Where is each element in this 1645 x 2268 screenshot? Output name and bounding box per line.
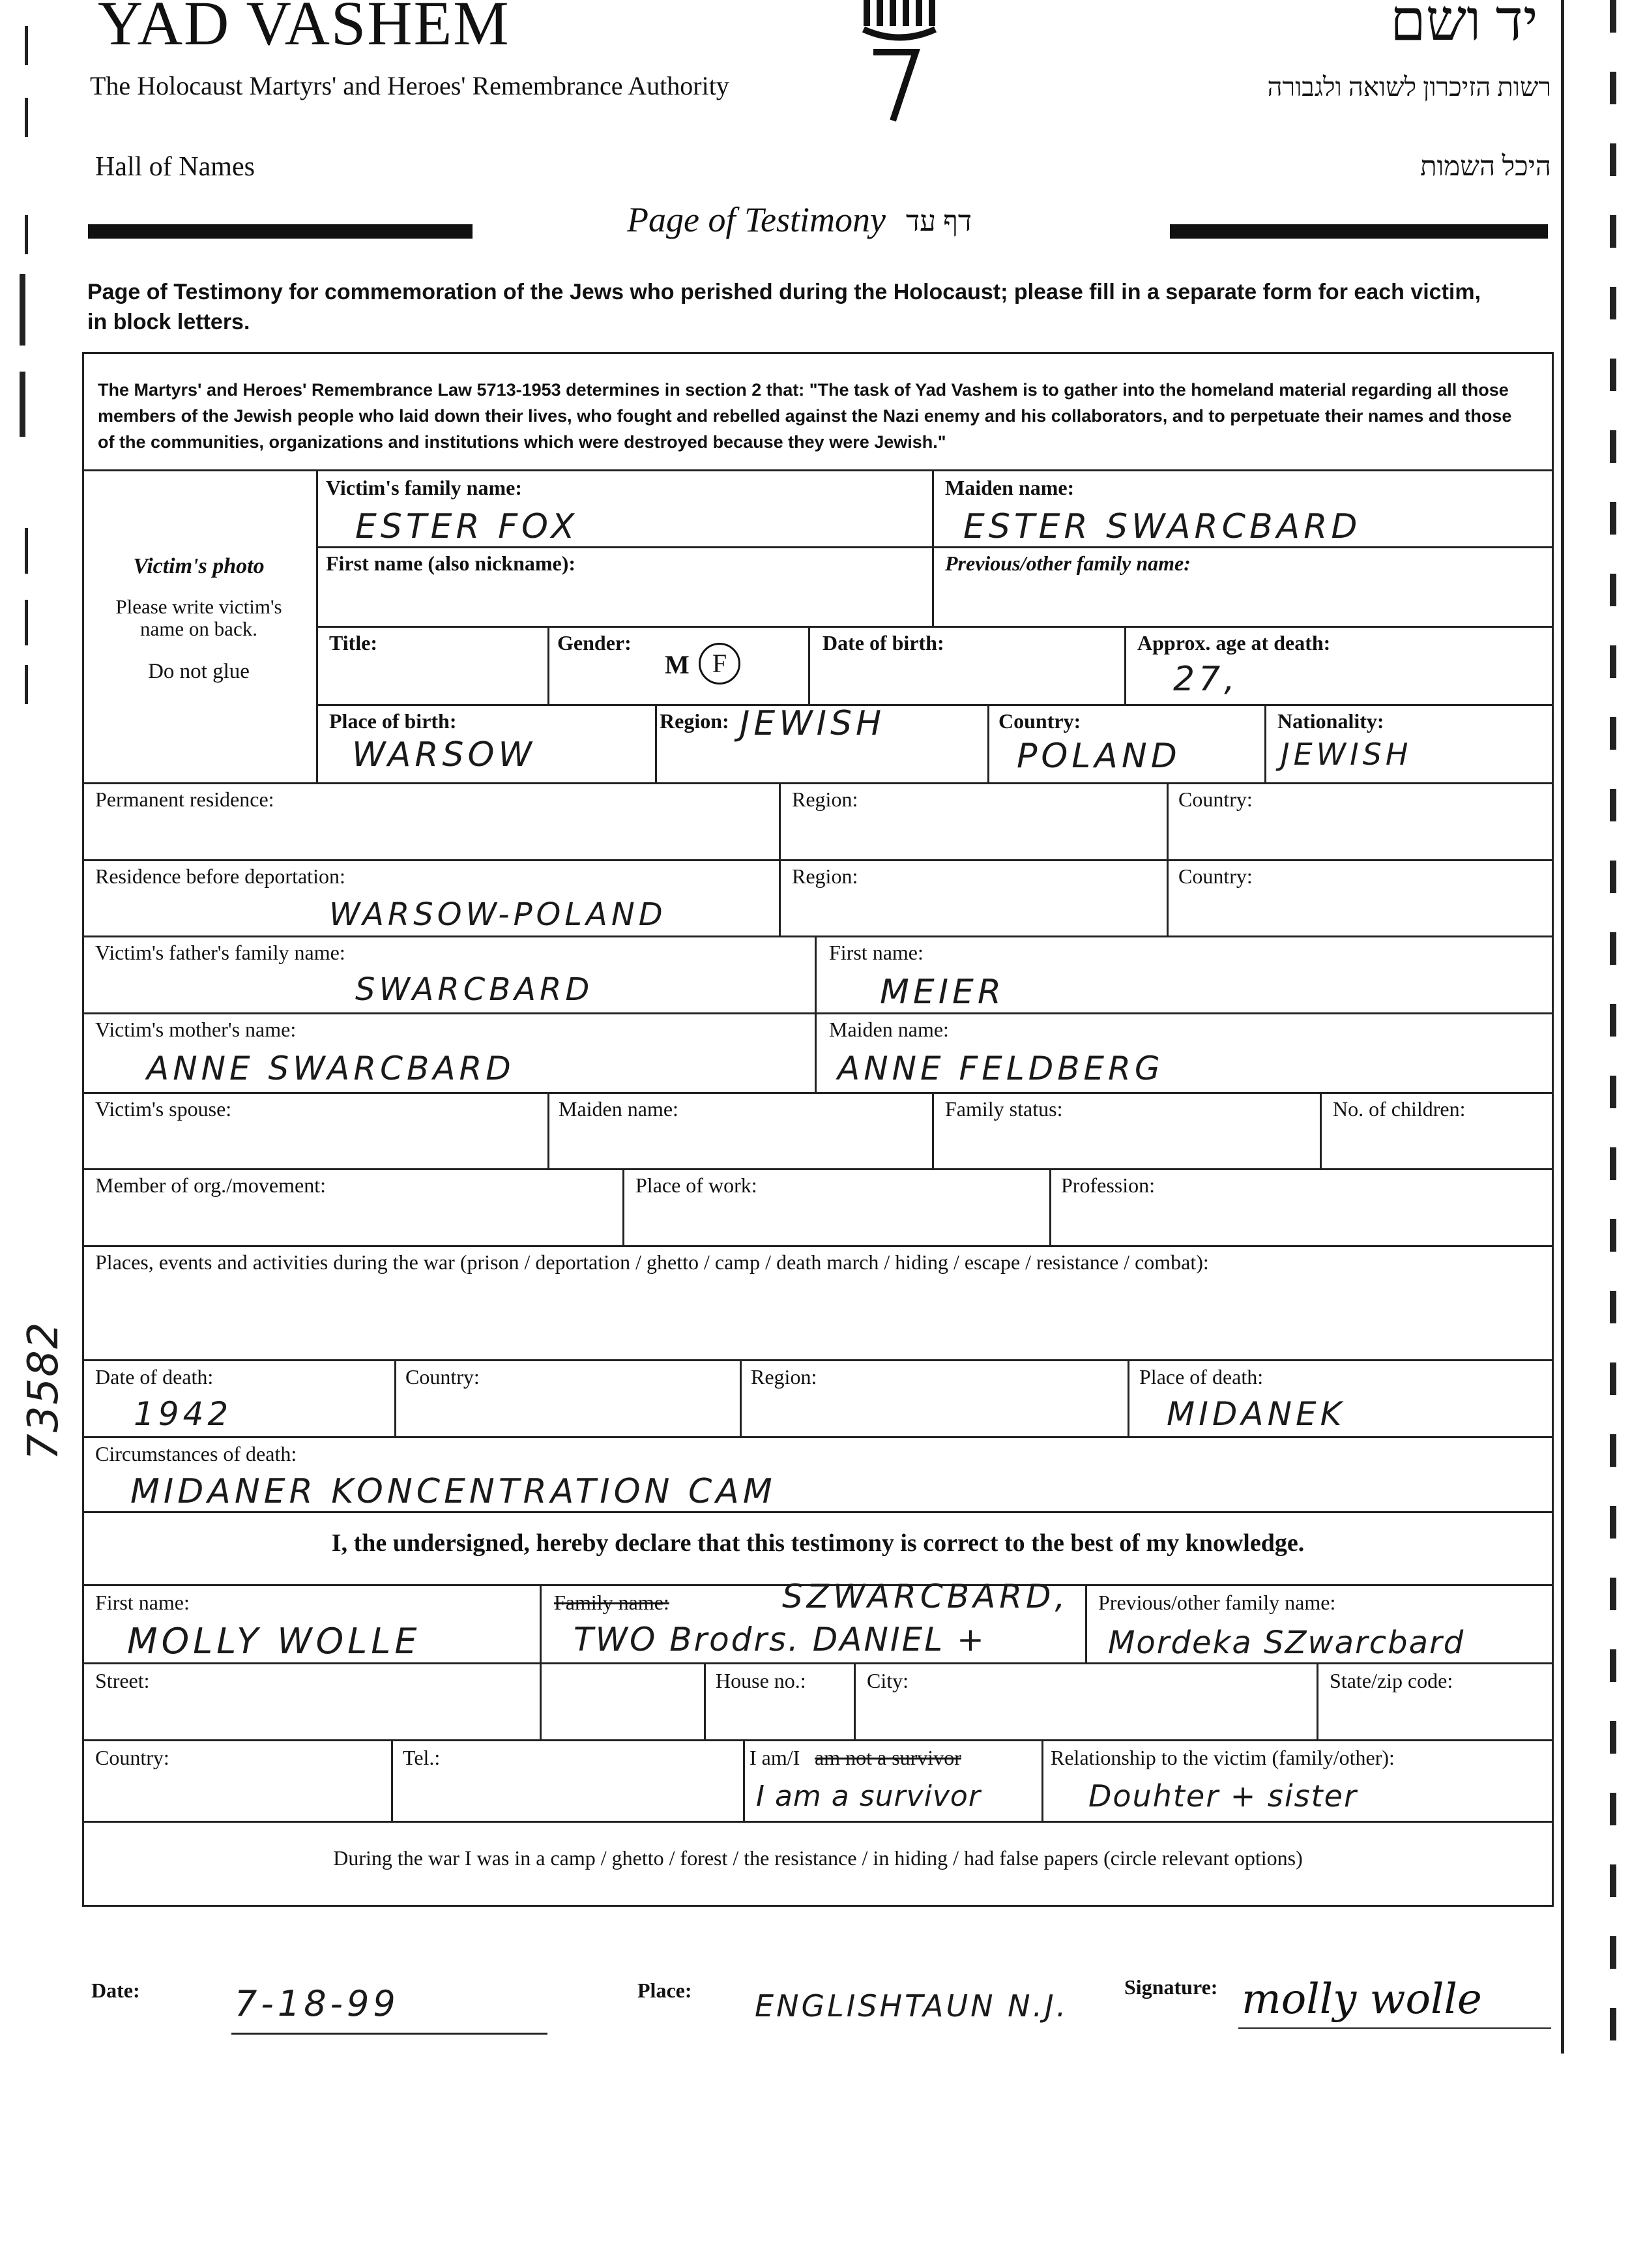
sub-family-label-struck: Family name: <box>554 1591 669 1614</box>
margin-record-number: 73582 <box>20 1321 68 1460</box>
title-label: Title: <box>329 631 378 655</box>
member-org-label: Member of org./movement: <box>95 1173 326 1197</box>
sub-first-value: MOLLY WOLLE <box>127 1621 421 1662</box>
hall-of-names-he: היכל השמות <box>1420 152 1551 182</box>
spouse-label: Victim's spouse: <box>95 1097 232 1121</box>
birth-country-value: POLAND <box>1017 737 1181 776</box>
photo-line1: Please write victim's <box>115 595 282 618</box>
i-am-label: I am/I <box>750 1746 800 1769</box>
father-family-label: Victim's father's family name: <box>95 941 345 964</box>
gender-label: Gender: <box>557 631 632 655</box>
relationship-label: Relationship to the victim (family/other): <box>1051 1746 1395 1769</box>
city-label: City: <box>867 1669 909 1692</box>
intro-text: Page of Testimony for commemoration of the Jews who perished during the Holocaust; please fill in a separate form for each victim, in block letters. <box>87 280 1481 334</box>
declaration-text: I, the undersigned, hereby declare that this testimony is correct to the best of my knowledge. <box>331 1529 1305 1557</box>
date-death-value: 1942 <box>134 1395 233 1433</box>
right-edge-dashes <box>1610 0 1616 2047</box>
profession-label: Profession: <box>1061 1173 1155 1197</box>
margin-mark <box>25 600 28 645</box>
sub-country-label: Country: <box>95 1746 169 1769</box>
org-name-he: יד ושם <box>1390 0 1538 53</box>
father-first-value: MEIER <box>880 973 1006 1012</box>
death-region-label: Region: <box>751 1365 817 1389</box>
maiden-name-label: Maiden name: <box>945 476 1075 499</box>
signature-label: Signature: <box>1124 1975 1218 1999</box>
children-label: No. of children: <box>1333 1097 1466 1121</box>
margin-mark <box>25 528 28 574</box>
sub-family-value: TWO Brodrs. DANIEL + <box>574 1621 986 1658</box>
birth-country-label: Country: <box>998 709 1081 733</box>
form-title-en: Page of Testimony <box>627 200 886 239</box>
law-text: The Martyrs' and Heroes' Remembrance Law 5713-1953 determines in section 2 that: "The task of Yad Vashem is to gather into the homeland material regarding all those members of the Jewish people who laid down their lives, who fought and rebelled against the Nazi enemy and his collaborators, and to perpetuate their names and those of the communities, organizations and institutions which were destroyed because they were Jewish." <box>98 380 1512 452</box>
res-before-region-label: Region: <box>792 864 858 888</box>
res-before-value: WARSOW-POLAND <box>329 896 667 933</box>
family-status-label: Family status: <box>945 1097 1063 1121</box>
date-label: Date: <box>91 1979 140 2002</box>
mother-maiden-value: ANNE FELDBERG <box>837 1050 1164 1087</box>
house-no-label: House no.: <box>716 1669 806 1692</box>
dob-label: Date of birth: <box>822 631 944 655</box>
margin-mark <box>25 98 28 137</box>
yad-vashem-logo <box>847 0 952 130</box>
relationship-value: Douhter + sister <box>1088 1778 1358 1814</box>
birth-region-label: Region: <box>660 709 729 733</box>
perm-res-label: Permanent residence: <box>95 788 274 811</box>
place-death-label: Place of death: <box>1139 1365 1264 1389</box>
perm-country-label: Country: <box>1178 788 1253 811</box>
place-label: Place: <box>637 1979 692 2002</box>
places-events-label: Places, events and activities during the war (prison / deportation / ghetto / camp / death march / hiding / escape / resistance / combat): <box>95 1250 1209 1274</box>
perm-region-label: Region: <box>792 788 858 811</box>
age-death-label: Approx. age at death: <box>1137 631 1331 655</box>
circumstances-value: MIDANER KONCENTRATION CAM <box>130 1472 776 1511</box>
survivor-value: I am a survivor <box>756 1780 981 1813</box>
place-death-value: MIDANEK <box>1167 1395 1346 1433</box>
sub-family-top-value: SZWARCBARD, <box>782 1578 1070 1615</box>
photo-line2: name on back. <box>140 617 257 640</box>
mother-maiden-label: Maiden name: <box>829 1018 949 1041</box>
sub-first-label: First name: <box>95 1591 190 1614</box>
place-birth-value: WARSOW <box>352 735 536 774</box>
res-before-country-label: Country: <box>1178 864 1253 888</box>
gender-m: M <box>665 650 690 679</box>
gender-f-circled: F <box>699 643 740 685</box>
mother-name-label: Victim's mother's name: <box>95 1018 297 1041</box>
first-name-label: First name (also nickname): <box>326 552 576 575</box>
mother-name-value: ANNE SWARCBARD <box>147 1050 515 1087</box>
sub-prev-value: Mordeka SZwarcbard <box>1108 1625 1465 1661</box>
margin-mark <box>25 215 28 254</box>
maiden-name-value: ESTER SWARCBARD <box>963 507 1361 546</box>
family-name-value: ESTER FOX <box>355 507 579 546</box>
margin-mark <box>25 665 28 704</box>
nationality-value: JEWISH <box>1281 737 1412 772</box>
tel-label: Tel.: <box>403 1746 441 1769</box>
death-country-label: Country: <box>405 1365 480 1389</box>
margin-mark <box>20 274 25 346</box>
title-bar-right <box>1170 224 1548 239</box>
margin-mark <box>20 372 25 437</box>
not-survivor-struck: am not a survivor <box>815 1746 961 1769</box>
place-birth-label: Place of birth: <box>329 709 457 733</box>
father-family-value: SWARCBARD <box>355 971 594 1008</box>
prev-family-label: Previous/other family name: <box>945 552 1191 575</box>
authority-he: רשות הזיכרון לשואה ולגבורה <box>1267 72 1551 102</box>
spouse-maiden-label: Maiden name: <box>559 1097 678 1121</box>
photo-line3: Do not glue <box>148 660 250 683</box>
sub-prev-label: Previous/other family name: <box>1098 1591 1336 1614</box>
street-label: Street: <box>95 1669 150 1692</box>
form-title-he: דף עד <box>906 205 972 237</box>
father-first-label: First name: <box>829 941 924 964</box>
authority-en: The Holocaust Martyrs' and Heroes' Remembrance Authority <box>90 71 729 100</box>
family-name-label: Victim's family name: <box>326 476 522 499</box>
hall-of-names-en: Hall of Names <box>95 152 255 182</box>
war-options-text: During the war I was in a camp / ghetto / forest / the resistance / in hiding / had false papers (circle relevant options) <box>333 1846 1303 1870</box>
state-zip-label: State/zip code: <box>1330 1669 1453 1692</box>
photo-title: Victim's photo <box>133 554 265 578</box>
date-value: 7-18-99 <box>235 1983 400 2024</box>
nationality-label: Nationality: <box>1277 709 1384 733</box>
margin-mark <box>25 26 28 65</box>
right-edge-line <box>1561 0 1564 2054</box>
circumstances-label: Circumstances of death: <box>95 1442 297 1465</box>
signature-image: molly wolle <box>1242 1975 1482 2024</box>
org-name-en: YAD VASHEM <box>98 0 510 58</box>
place-value: ENGLISHTAUN N.J. <box>755 1988 1069 2024</box>
date-death-label: Date of death: <box>95 1365 214 1389</box>
title-bar-left <box>88 224 473 239</box>
birth-region-value: JEWISH <box>740 704 886 743</box>
place-work-label: Place of work: <box>635 1173 757 1197</box>
res-before-label: Residence before deportation: <box>95 864 345 888</box>
age-death-value: 27, <box>1173 660 1239 699</box>
